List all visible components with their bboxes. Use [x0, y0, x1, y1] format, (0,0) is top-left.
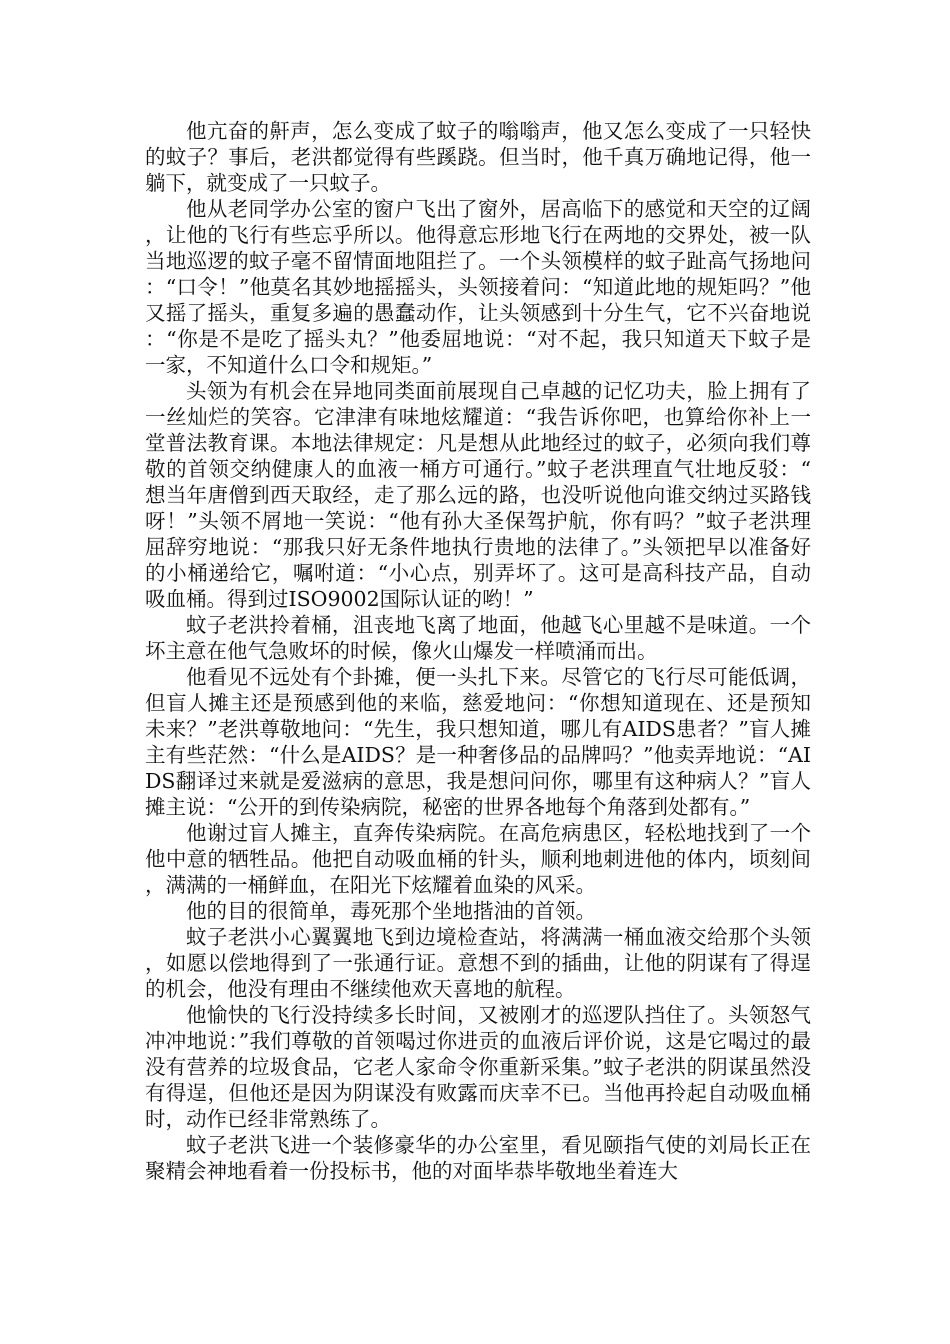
paragraph: 他愉快的飞行没持续多长时间，又被刚才的巡逻队挡住了。头领怒气冲冲地说：”我们尊敬的首领喝过你进贡的血液后评价说，这是它喝过的最没有营养的垃圾食品，它老人家命令你重新采集。”蚊子老洪的阴谋虽然没有得逞，但他还是因为阴谋没有败露而庆幸不已。当他再拎起自动吸血桶时，动作已经非常熟练了。	[145, 1003, 811, 1131]
paragraph: 蚊子老洪小心翼翼地飞到边境检查站，将满满一桶血液交给那个头领，如愿以偿地得到了一张通行证。意想不到的插曲，让他的阴谋有了得逞的机会，他没有理由不继续他欢天喜地的航程。	[145, 925, 811, 1001]
paragraph: 他谢过盲人摊主，直奔传染病院。在高危病患区，轻松地找到了一个他中意的牺牲品。他把自动吸血桶的针头，顺利地刺进他的体内，顷刻间，满满的一桶鲜血，在阳光下炫耀着血染的风采。	[145, 821, 811, 897]
paragraph: 他看见不远处有个卦摊，便一头扎下来。尽管它的飞行尽可能低调，但盲人摊主还是预感到他的来临，慈爱地问：“你想知道现在、还是预知未来？”老洪尊敬地问：“先生，我只想知道，哪儿有AIDS患者？”盲人摊主有些茫然：“什么是AIDS？是一种奢侈品的品牌吗？”他卖弄地说：“AIDS翻译过来就是爱滋病的意思，我是想问问你，哪里有这种病人？”盲人摊主说：“公开的到传染病院，秘密的世界各地每个角落到处都有。”	[145, 665, 811, 819]
paragraph: 他的目的很简单，毒死那个坐地揩油的首领。	[186, 899, 596, 923]
paragraph: 蚊子老洪拎着桶，沮丧地飞离了地面，他越飞心里越不是味道。一个坏主意在他气急败坏的时候，像火山爆发一样喷涌而出。	[145, 613, 811, 663]
paragraph: 头领为有机会在异地同类面前展现自己卓越的记忆功夫，脸上拥有了一丝灿烂的笑容。它津津有味地炫耀道：“我告诉你吧，也算给你补上一堂普法教育课。本地法律规定：凡是想从此地经过的蚊子，必须向我们尊敬的首领交纳健康人的血液一桶方可通行。”蚊子老洪理直气壮地反驳：“想当年唐僧到西天取经，走了那么远的路，也没听说他向谁交纳过买路钱呀！”头领不屑地一笑说：“他有孙大圣保驾护航，你有吗？”蚊子老洪理屈辞穷地说：“那我只好无条件地执行贵地的法律了。”头领把早以准备好的小桶递给它，嘱咐道：“小心点，别弄坏了。这可是高科技产品，自动吸血桶。得到过ISO9002国际认证的哟！”	[145, 379, 811, 611]
paragraph: 他亢奋的鼾声，怎么变成了蚊子的嗡嗡声，他又怎么变成了一只轻快的蚊子？事后，老洪都觉得有些蹊跷。但当时，他千真万确地记得，他一躺下，就变成了一只蚊子。	[145, 119, 811, 195]
paragraph: 他从老同学办公室的窗户飞出了窗外，居高临下的感觉和天空的辽阔，让他的飞行有些忘乎所以。他得意忘形地飞行在两地的交界处，被一队当地巡逻的蚊子毫不留情面地阻拦了。一个头领模样的蚊子趾高气扬地问：“口令！”他莫名其妙地摇摇头，头领接着问：“知道此地的规矩吗？”他又摇了摇头，重复多遍的愚蠢动作，让头领感到十分生气，它不兴奋地说：“你是不是吃了摇头丸？”他委屈地说：“对不起，我只知道天下蚊子是一家，不知道什么口令和规矩。”	[145, 197, 811, 377]
paragraph: 蚊子老洪飞进一个装修豪华的办公室里，看见颐指气使的刘局长正在聚精会神地看着一份投标书，他的对面毕恭毕敬地坐着连大	[145, 1133, 811, 1183]
document-body	[145, 118, 811, 1184]
